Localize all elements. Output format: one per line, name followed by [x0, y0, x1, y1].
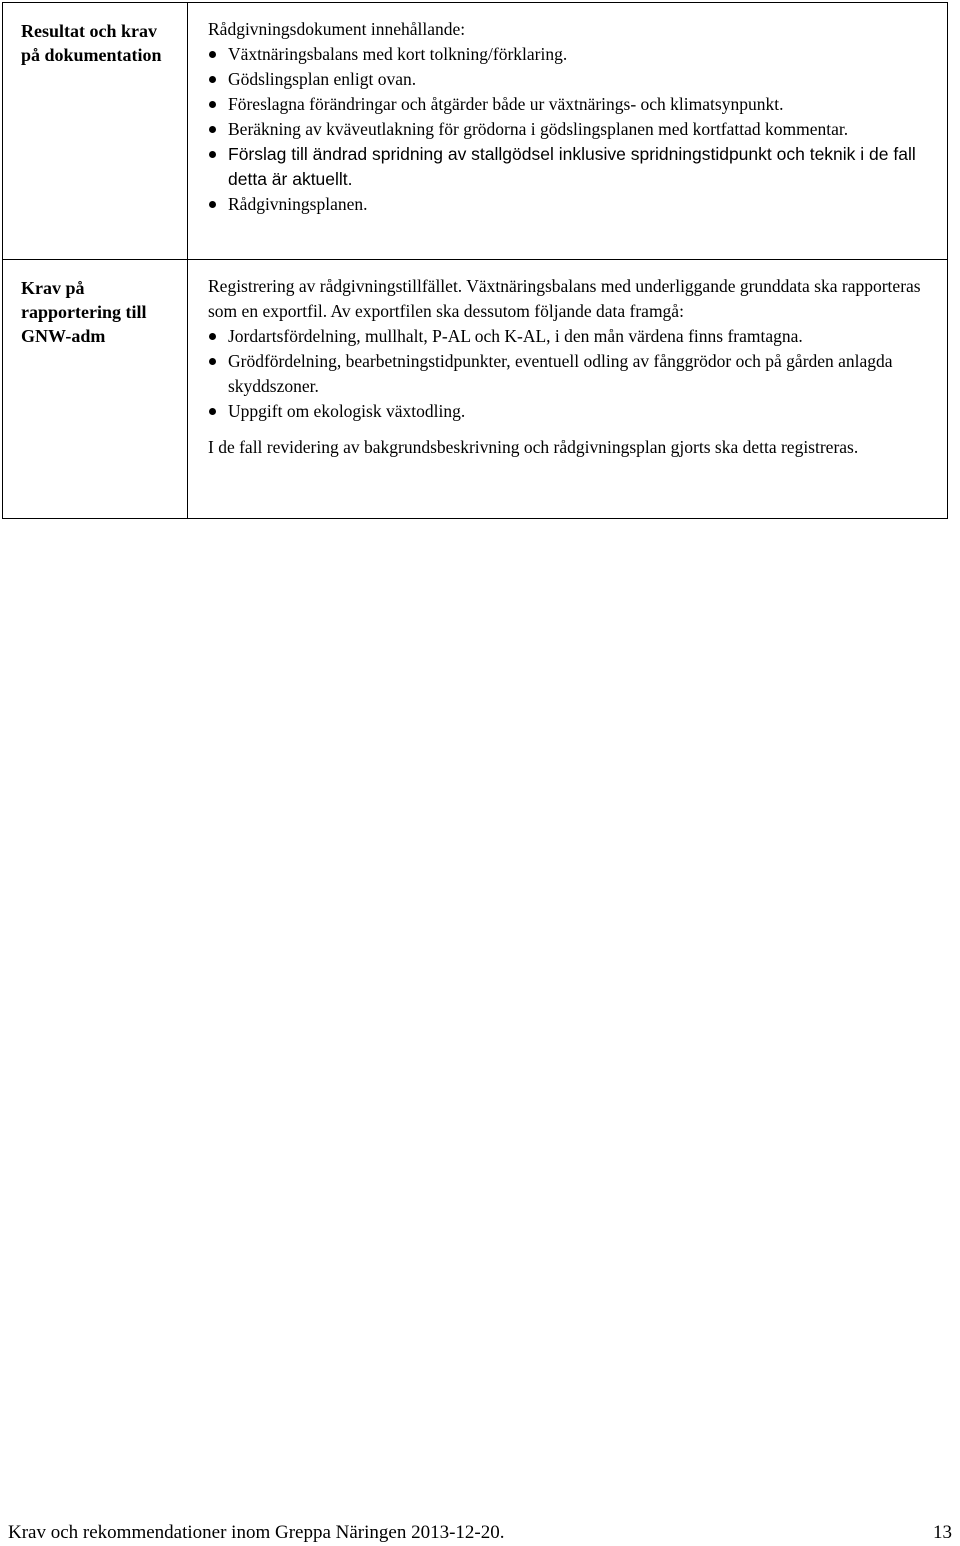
row-intro: Registrering av rådgivningstillfället. Växtnäringsbalans med underliggande grunddata ska rapporteras som en exportfil. Av exportfilen ska dessutom följande data framgå:	[208, 276, 921, 321]
bullet-dot-icon	[209, 126, 216, 133]
bullet-dot-icon	[209, 76, 216, 83]
row-label: Resultat och krav på dokumentation	[21, 21, 162, 65]
list-item-text: Föreslagna förändringar och åtgärder både ur växtnärings- och klimatsynpunkt.	[228, 94, 784, 114]
list-item	[208, 349, 937, 399]
bullet-list	[208, 42, 937, 217]
row-label-cell	[3, 260, 188, 519]
list-item-text: Förslag till ändrad spridning av stallgödsel inklusive spridningstidpunkt och teknik i de fall detta är aktuellt.	[228, 144, 916, 189]
bullet-dot-icon	[209, 151, 216, 158]
requirements-table	[2, 2, 948, 519]
bullet-dot-icon	[209, 333, 216, 340]
row-content-cell	[188, 260, 948, 519]
bullet-dot-icon	[209, 101, 216, 108]
list-item-text: Grödfördelning, bearbetningstidpunkter, eventuell odling av fånggrödor och på gården anlagda skyddszoner.	[228, 351, 893, 396]
list-item	[208, 67, 937, 92]
list-item-text: Beräkning av kväveutlakning för grödorna i gödslingsplanen med kortfattad kommentar.	[228, 119, 849, 139]
list-item	[208, 117, 937, 142]
bullet-dot-icon	[209, 358, 216, 365]
list-item	[208, 324, 937, 349]
bullet-dot-icon	[209, 51, 216, 58]
list-item-text: Rådgivningsplanen.	[228, 194, 368, 214]
bullet-list	[208, 324, 937, 424]
list-item	[208, 399, 937, 424]
row-label-cell	[3, 3, 188, 260]
list-item	[208, 192, 937, 217]
row-closing: I de fall revidering av bakgrundsbeskrivning och rådgivningsplan gjorts ska detta registreras.	[208, 437, 859, 457]
row-content-cell	[188, 3, 948, 260]
list-item-text: Gödslingsplan enligt ovan.	[228, 69, 417, 89]
bullet-dot-icon	[209, 201, 216, 208]
list-item	[208, 92, 937, 117]
list-item	[208, 42, 937, 67]
table-row	[3, 260, 948, 519]
row-intro: Rådgivningsdokument innehållande:	[208, 19, 466, 39]
row-label: Krav på rapportering till GNW-adm	[21, 278, 147, 346]
list-item	[208, 142, 937, 192]
footer-text: Krav och rekommendationer inom Greppa Näringen 2013-12-20.	[8, 1522, 505, 1543]
list-item-text: Jordartsfördelning, mullhalt, P-AL och K-AL, i den mån värdena finns framtagna.	[228, 326, 803, 346]
bullet-dot-icon	[209, 408, 216, 415]
page-number: 13	[933, 1522, 952, 1543]
table-row	[3, 3, 948, 260]
list-item-text: Uppgift om ekologisk växtodling.	[228, 401, 466, 421]
list-item-text: Växtnäringsbalans med kort tolkning/förklaring.	[228, 44, 568, 64]
